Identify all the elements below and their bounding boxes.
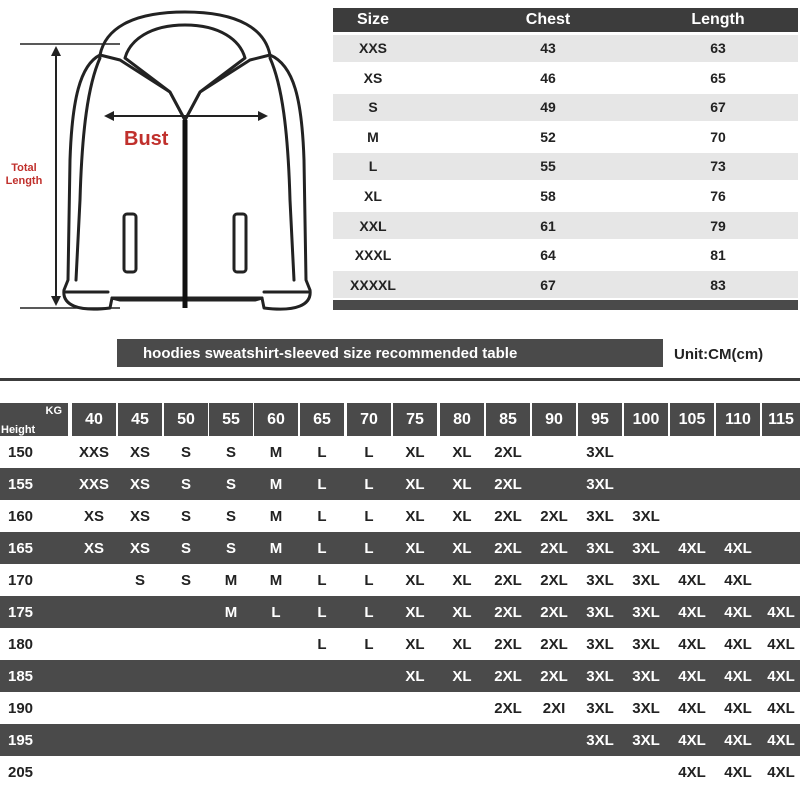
recommended-size-cell: XS — [129, 507, 150, 525]
recommended-size-cell: M — [224, 603, 238, 621]
recommended-size-cell: 4XL — [678, 731, 706, 749]
recommended-size-cell: 2XL — [494, 443, 522, 461]
recommended-size-cell: 2XL — [494, 667, 522, 685]
size-chart-row — [333, 212, 798, 239]
recommended-size-cell: 3XL — [586, 443, 614, 461]
recommended-size-cell: L — [271, 603, 281, 621]
weight-header-cell: 45 — [118, 403, 162, 436]
height-row — [0, 436, 800, 468]
recommended-size-cell: 2XL — [494, 635, 522, 653]
recommended-size-cell: 3XL — [586, 635, 614, 653]
recommended-size-cell: XL — [405, 475, 425, 493]
height-row — [0, 468, 800, 500]
recommended-size-cell: L — [364, 635, 374, 653]
recommended-size-cell: S — [225, 507, 236, 525]
length-value: 76 — [710, 188, 726, 205]
recommended-size-cell: 4XL — [724, 731, 752, 749]
height-row — [0, 532, 800, 564]
recommended-size-cell: 3XL — [586, 475, 614, 493]
recommended-size-cell: XL — [405, 667, 425, 685]
height-row — [0, 660, 800, 692]
chest-value: 49 — [540, 99, 556, 116]
recommended-size-cell: 2XL — [540, 635, 568, 653]
recommended-size-cell: 4XL — [767, 699, 795, 717]
size-chart-row — [333, 94, 798, 121]
weight-header-row — [0, 403, 800, 436]
recommended-size-cell: 4XL — [678, 667, 706, 685]
height-value: 180 — [8, 635, 34, 653]
recommended-size-cell: XL — [452, 443, 472, 461]
weight-header-cell: 40 — [72, 403, 116, 436]
recommended-size-cell: XL — [405, 507, 425, 525]
recommended-size-cell: 4XL — [678, 763, 706, 781]
height-value: 160 — [8, 507, 34, 525]
recommended-size-cell: XL — [452, 571, 472, 589]
size-value: XXXXL — [350, 276, 396, 293]
recommended-size-cell: L — [364, 539, 374, 557]
recommended-size-cell: 4XL — [724, 603, 752, 621]
recommended-size-cell: 3XL — [632, 635, 660, 653]
chest-value: 43 — [540, 40, 556, 57]
corner-kg-label: KG — [45, 405, 62, 417]
header-length: Length — [691, 11, 745, 28]
recommended-size-cell: 3XL — [586, 731, 614, 749]
recommended-size-cell: 3XL — [632, 507, 660, 525]
recommended-size-cell: L — [317, 539, 327, 557]
recommended-size-cell: 2XL — [494, 699, 522, 717]
weight-header-cell: 70 — [347, 403, 391, 436]
recommended-size-cell: XXS — [78, 475, 109, 493]
chest-value: 52 — [540, 128, 556, 145]
weight-header-cell: 105 — [670, 403, 714, 436]
recommended-size-cell: L — [364, 443, 374, 461]
recommended-size-cell: M — [269, 571, 283, 589]
recommended-size-cell: 4XL — [678, 539, 706, 557]
weight-header-cell: 60 — [254, 403, 298, 436]
hoodie-diagram — [0, 0, 335, 330]
recommended-size-cell: S — [180, 507, 191, 525]
recommended-size-cell: L — [364, 603, 374, 621]
recommended-size-cell: XL — [405, 635, 425, 653]
recommended-size-cell: 4XL — [724, 635, 752, 653]
unit-label: Unit:CM(cm) — [674, 346, 764, 363]
recommended-size-cell: 2XL — [494, 507, 522, 525]
recommended-size-cell: L — [317, 603, 327, 621]
recommended-size-cell: XS — [129, 443, 150, 461]
size-chart-row — [333, 183, 798, 210]
height-row — [0, 724, 800, 756]
height-value: 150 — [8, 443, 34, 461]
height-row — [0, 596, 800, 628]
length-value: 65 — [710, 69, 726, 86]
recommended-size-cell: 2XL — [494, 603, 522, 621]
recommended-size-cell: 4XL — [724, 763, 752, 781]
height-row — [0, 628, 800, 660]
recommended-size-cell: 4XL — [678, 571, 706, 589]
recommended-size-cell: M — [269, 443, 283, 461]
recommended-size-cell: XL — [452, 635, 472, 653]
weight-header-cell: 65 — [300, 403, 344, 436]
recommended-size-cell: L — [317, 475, 327, 493]
chest-value: 58 — [540, 188, 556, 205]
length-value: 81 — [710, 247, 726, 264]
recommended-size-cell: S — [180, 475, 191, 493]
recommended-size-cell: XL — [452, 507, 472, 525]
length-value: 73 — [710, 158, 726, 175]
weight-header-cell: 85 — [486, 403, 530, 436]
recommended-size-cell: S — [180, 539, 191, 557]
recommended-size-cell: 4XL — [767, 603, 795, 621]
chest-value: 61 — [540, 217, 556, 234]
chest-value: 67 — [540, 276, 556, 293]
recommended-size-cell: 3XL — [586, 667, 614, 685]
size-chart-header — [333, 8, 798, 32]
corner-cell — [0, 403, 68, 436]
length-value: 83 — [710, 276, 726, 293]
chest-value: 46 — [540, 69, 556, 86]
height-value: 195 — [8, 731, 34, 749]
recommended-size-cell: 4XL — [767, 731, 795, 749]
recommended-size-cell: 3XL — [632, 667, 660, 685]
height-value: 205 — [8, 763, 34, 781]
height-row — [0, 564, 800, 596]
recommended-size-cell: L — [317, 635, 327, 653]
recommended-size-cell: 2XL — [494, 475, 522, 493]
size-chart-table — [333, 8, 798, 310]
recommended-size-cell: XS — [129, 475, 150, 493]
recommended-size-cell: XL — [405, 539, 425, 557]
size-chart-row — [333, 242, 798, 269]
recommended-size-cell: 4XL — [678, 699, 706, 717]
height-value: 190 — [8, 699, 34, 717]
recommended-size-cell: 2XL — [540, 603, 568, 621]
recommended-size-cell: 2XL — [540, 507, 568, 525]
header-chest: Chest — [525, 11, 571, 28]
section-divider — [0, 378, 800, 381]
recommended-size-cell: 3XL — [632, 539, 660, 557]
height-value: 185 — [8, 667, 34, 685]
recommended-size-cell: 4XL — [724, 667, 752, 685]
recommended-size-cell: 3XL — [632, 731, 660, 749]
recommended-size-cell: M — [269, 475, 283, 493]
recommended-size-cell: 2XL — [540, 667, 568, 685]
recommended-size-cell: L — [317, 443, 327, 461]
recommended-size-cell: 4XL — [724, 699, 752, 717]
recommended-size-cell: M — [269, 507, 283, 525]
size-value: S — [368, 99, 378, 116]
recommended-size-cell: S — [225, 443, 236, 461]
weight-header-cell: 75 — [393, 403, 437, 436]
recommended-size-cell: 3XL — [632, 571, 660, 589]
recommended-size-cell: 2XI — [542, 699, 566, 717]
recommended-size-cell: 3XL — [586, 699, 614, 717]
height-row — [0, 500, 800, 532]
recommended-size-cell: 4XL — [767, 763, 795, 781]
recommended-size-cell: XL — [452, 539, 472, 557]
size-value: XL — [364, 188, 382, 205]
recommended-size-cell: 4XL — [678, 603, 706, 621]
recommended-size-cell: XL — [405, 603, 425, 621]
length-value: 63 — [710, 40, 726, 57]
weight-header-cell: 115 — [762, 403, 800, 436]
recommended-size-cell: XL — [405, 571, 425, 589]
height-value: 170 — [8, 571, 34, 589]
size-value: XS — [363, 69, 383, 86]
recommended-size-cell: 3XL — [632, 603, 660, 621]
recommended-size-cell: XL — [452, 667, 472, 685]
size-recommendation-table — [0, 403, 800, 788]
total-length-label: Total Length — [5, 162, 43, 187]
recommended-size-cell: 3XL — [632, 699, 660, 717]
recommended-size-cell: 4XL — [767, 635, 795, 653]
recommended-size-cell: 4XL — [724, 571, 752, 589]
weight-header-cell: 100 — [624, 403, 668, 436]
recommended-size-cell: 2XL — [540, 539, 568, 557]
recommended-size-cell: S — [180, 571, 191, 589]
recommended-size-cell: L — [317, 571, 327, 589]
height-value: 175 — [8, 603, 34, 621]
recommended-size-cell: XS — [83, 539, 104, 557]
recommended-size-cell: S — [180, 443, 191, 461]
size-value: XXS — [358, 40, 387, 57]
recommended-size-cell: S — [225, 539, 236, 557]
chest-value: 64 — [540, 247, 556, 264]
recommended-size-cell: 3XL — [586, 571, 614, 589]
size-chart-row — [333, 153, 798, 180]
recommended-size-cell: L — [364, 571, 374, 589]
recommended-size-cell: 2XL — [494, 571, 522, 589]
size-chart-row — [333, 123, 798, 150]
weight-header-cell: 110 — [716, 403, 760, 436]
length-value: 67 — [710, 99, 726, 116]
recommended-size-cell: L — [317, 507, 327, 525]
height-row — [0, 692, 800, 724]
bust-label: Bust — [124, 128, 169, 150]
recommended-size-cell: 2XL — [494, 539, 522, 557]
height-value: 155 — [8, 475, 34, 493]
recommended-size-cell: 3XL — [586, 603, 614, 621]
size-value: XXL — [359, 217, 387, 234]
recommended-size-cell: M — [224, 571, 238, 589]
caption-bar — [117, 339, 663, 367]
caption-text: hoodies sweatshirt-sleeved size recommended table — [143, 344, 518, 362]
recommended-size-cell: XL — [452, 475, 472, 493]
size-value: XXXL — [354, 247, 392, 264]
recommended-size-cell: 3XL — [586, 539, 614, 557]
weight-header-cell: 80 — [440, 403, 484, 436]
weight-header-cell: 50 — [164, 403, 208, 436]
weight-header-cell: 90 — [532, 403, 576, 436]
recommended-size-cell: L — [364, 475, 374, 493]
recommended-size-cell: L — [364, 507, 374, 525]
recommended-size-cell: XXS — [78, 443, 109, 461]
size-chart-row — [333, 64, 798, 91]
recommended-size-cell: M — [269, 539, 283, 557]
recommended-size-cell: 4XL — [678, 635, 706, 653]
size-chart-footer-bar — [333, 300, 798, 310]
recommended-size-cell: XL — [405, 443, 425, 461]
size-value: M — [367, 128, 379, 145]
size-chart-row — [333, 35, 798, 62]
length-value: 79 — [710, 217, 726, 234]
recommended-size-cell: S — [134, 571, 145, 589]
header-size: Size — [356, 11, 389, 28]
recommended-size-cell: 4XL — [767, 667, 795, 685]
length-value: 70 — [710, 128, 726, 145]
recommended-size-cell: XS — [129, 539, 150, 557]
size-value: L — [368, 158, 378, 175]
corner-height-label: Height — [1, 424, 36, 436]
recommended-size-cell: 4XL — [724, 539, 752, 557]
recommended-size-cell: XS — [83, 507, 104, 525]
height-row — [0, 756, 800, 788]
size-chart-row — [333, 271, 798, 298]
weight-header-cell: 95 — [578, 403, 622, 436]
weight-header-cell: 55 — [209, 403, 253, 436]
recommended-size-cell: S — [225, 475, 236, 493]
chest-value: 55 — [540, 158, 556, 175]
recommended-size-cell: 2XL — [540, 571, 568, 589]
height-value: 165 — [8, 539, 34, 557]
recommended-size-cell: XL — [452, 603, 472, 621]
recommended-size-cell: 3XL — [586, 507, 614, 525]
